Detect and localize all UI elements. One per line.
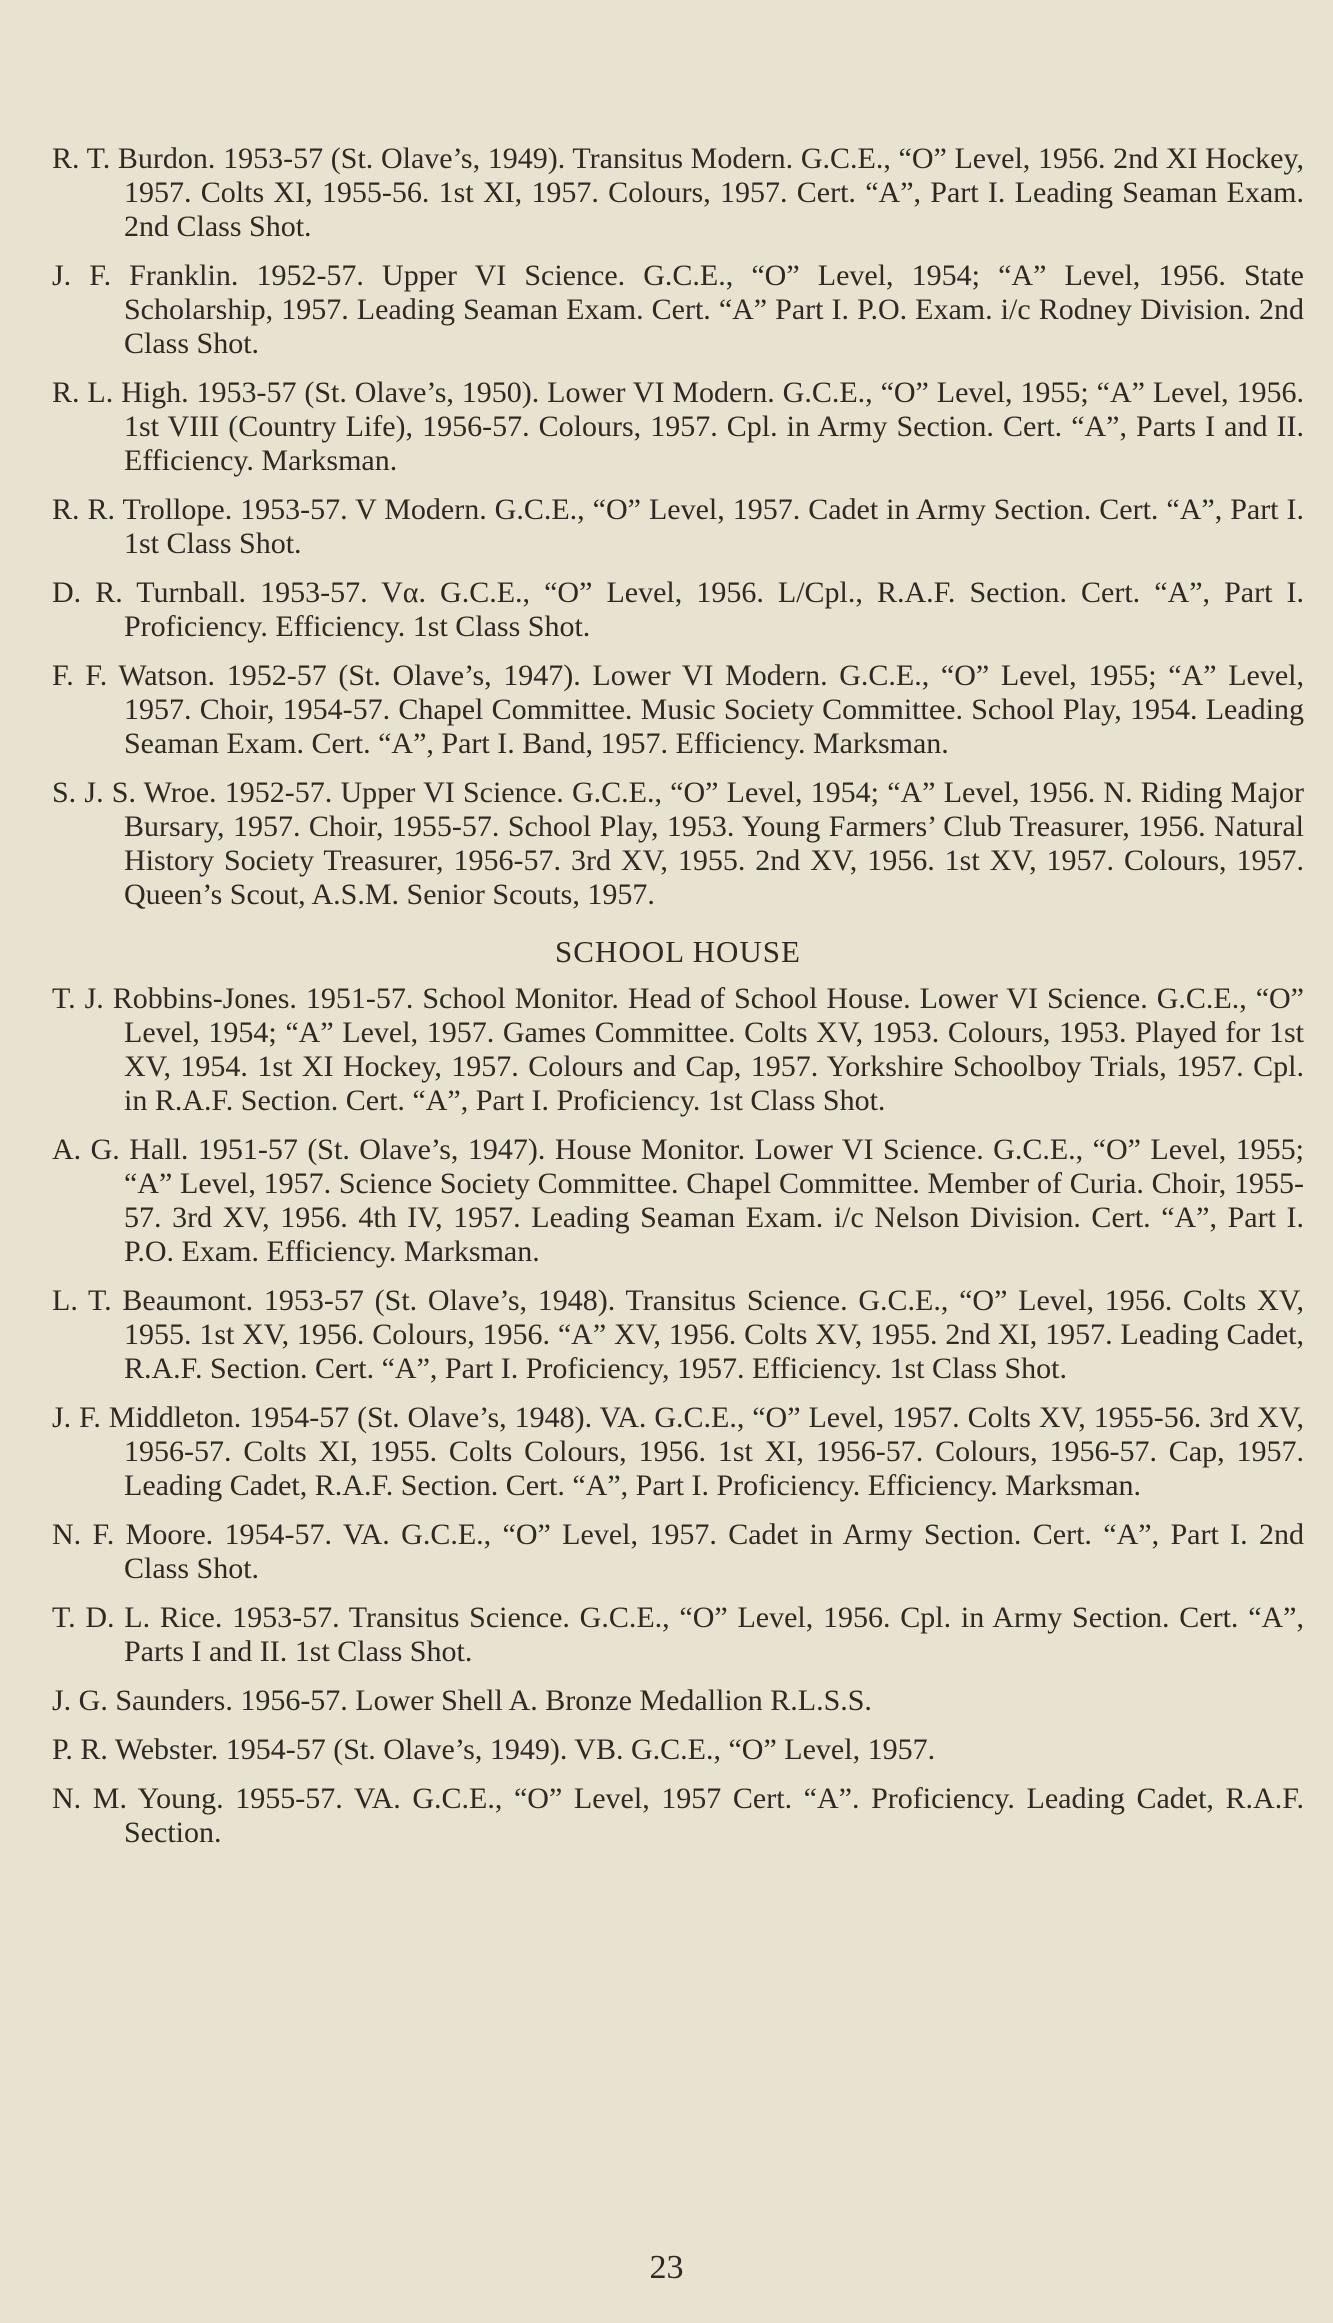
entry-trollope: R. R. Trollope. 1953-57. V Modern. G.C.E., “O” Level, 1957. Cadet in Army Section. Cert. “A”, Part I. 1st Class Shot. [52,493,1304,560]
entry-high: R. L. High. 1953-57 (St. Olave’s, 1950). Lower VI Modern. G.C.E., “O” Level, 1955; “A” Level, 1956. 1st VIII (Country Life), 1956-57. Colours, 1957. Cpl. in Army Section. Cert. “A”, Parts I and II. Efficiency. Marksman. [52,376,1304,477]
entry-turnball: D. R. Turnball. 1953-57. Vα. G.C.E., “O” Level, 1956. L/Cpl., R.A.F. Section. Cert. “A”, Part I. Proficiency. Efficiency. 1st Class Shot. [52,576,1304,643]
entry-moore: N. F. Moore. 1954-57. VA. G.C.E., “O” Level, 1957. Cadet in Army Section. Cert. “A”, Part I. 2nd Class Shot. [52,1518,1304,1585]
entry-wroe: S. J. S. Wroe. 1952-57. Upper VI Science. G.C.E., “O” Level, 1954; “A” Level, 1956. N. Riding Major Bursary, 1957. Choir, 1955-57. School Play, 1953. Young Farmers’ Club Treasurer, 1956. Natural History Society Treasurer, 1956-57. 3rd XV, 1955. 2nd XV, 1956. 1st XV, 1957. Colours, 1957. Queen’s Scout, A.S.M. Senior Scouts, 1957. [52,776,1304,911]
entry-middleton: J. F. Middleton. 1954-57 (St. Olave’s, 1948). VA. G.C.E., “O” Level, 1957. Colts XV, 1955-56. 3rd XV, 1956-57. Colts XI, 1955. Colts Colours, 1956. 1st XI, 1956-57. Colours, 1956-57. Cap, 1957. Leading Cadet, R.A.F. Section. Cert. “A”, Part I. Proficiency. Efficiency. Marksman. [52,1401,1304,1502]
entry-franklin: J. F. Franklin. 1952-57. Upper VI Science. G.C.E., “O” Level, 1954; “A” Level, 1956. State Scholarship, 1957. Leading Seaman Exam. Cert. “A” Part I. P.O. Exam. i/c Rodney Division. 2nd Class Shot. [52,259,1304,360]
entry-saunders: J. G. Saunders. 1956-57. Lower Shell A. Bronze Medallion R.L.S.S. [52,1684,872,1717]
entry-hall: A. G. Hall. 1951-57 (St. Olave’s, 1947). House Monitor. Lower VI Science. G.C.E., “O” Level, 1955; “A” Level, 1957. Science Society Committee. Chapel Committee. Member of Curia. Choir, 1955-57. 3rd XV, 1956. 4th IV, 1957. Leading Seaman Exam. i/c Nelson Division. Cert. “A”, Part I. P.O. Exam. Efficiency. Marksman. [52,1133,1304,1268]
entry-robbins-jones: T. J. Robbins-Jones. 1951-57. School Monitor. Head of School House. Lower VI Science. G.C.E., “O” Level, 1954; “A” Level, 1957. Games Committee. Colts XV, 1953. Colours, 1953. Played for 1st XV, 1954. 1st XI Hockey, 1957. Colours and Cap, 1957. Yorkshire Schoolboy Trials, 1957. Cpl. in R.A.F. Section. Cert. “A”, Part I. Proficiency. 1st Class Shot. [52,982,1304,1117]
entry-rice: T. D. L. Rice. 1953-57. Transitus Science. G.C.E., “O” Level, 1956. Cpl. in Army Section. Cert. “A”, Parts I and II. 1st Class Shot. [52,1601,1304,1668]
entry-watson: F. F. Watson. 1952-57 (St. Olave’s, 1947). Lower VI Modern. G.C.E., “O” Level, 1955; “A” Level, 1957. Choir, 1954-57. Chapel Committee. Music Society Committee. School Play, 1954. Leading Seaman Exam. Cert. “A”, Part I. Band, 1957. Efficiency. Marksman. [52,659,1304,760]
entry-webster: P. R. Webster. 1954-57 (St. Olave’s, 1949). VB. G.C.E., “O” Level, 1957. [52,1733,936,1766]
section-heading-school-house: SCHOOL HOUSE [555,934,801,969]
entry-young: N. M. Young. 1955-57. VA. G.C.E., “O” Level, 1957 Cert. “A”. Proficiency. Leading Cadet, R.A.F. Section. [52,1782,1304,1849]
entry-burdon: R. T. Burdon. 1953-57 (St. Olave’s, 1949). Transitus Modern. G.C.E., “O” Level, 1956. 2nd XI Hockey, 1957. Colts XI, 1955-56. 1st XI, 1957. Colours, 1957. Cert. “A”, Part I. Leading Seaman Exam. 2nd Class Shot. [52,142,1304,243]
roll-text [52,142,1304,1865]
entry-beaumont: L. T. Beaumont. 1953-57 (St. Olave’s, 1948). Transitus Science. G.C.E., “O” Level, 1956. Colts XV, 1955. 1st XV, 1956. Colours, 1956. “A” XV, 1956. Colts XV, 1955. 2nd XI, 1957. Leading Cadet, R.A.F. Section. Cert. “A”, Part I. Proficiency, 1957. Efficiency. 1st Class Shot. [52,1284,1304,1385]
page-number: 23 [649,2249,684,2286]
